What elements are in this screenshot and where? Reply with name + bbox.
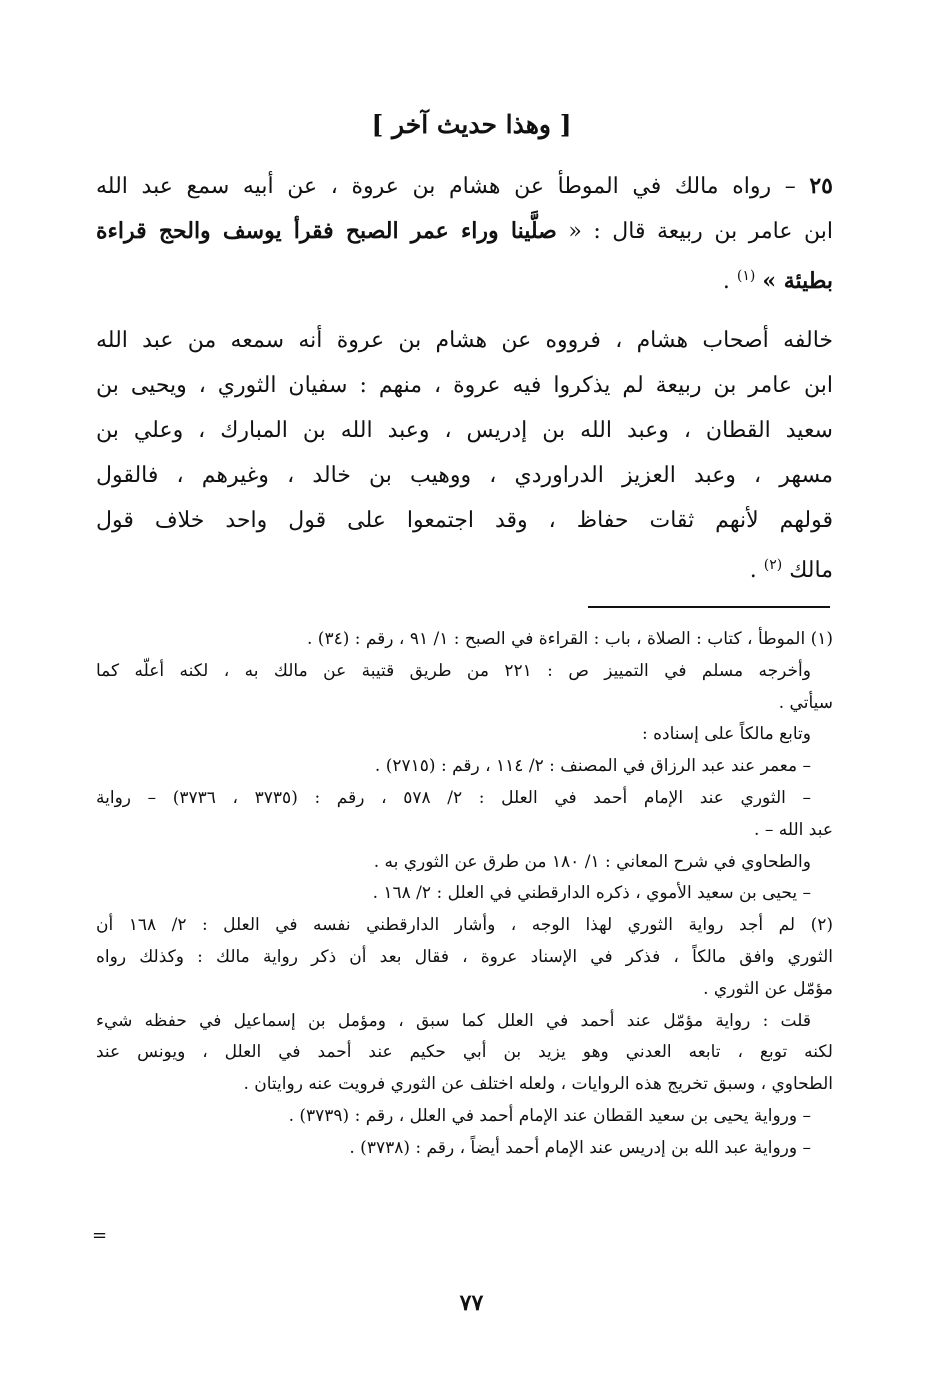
paragraph-line (96, 164, 833, 209)
footnote-line: – ورواية يحيى بن سعيد القطان عند الإمام أحمد في العلل ، رقم : (٣٧٣٩) . (288, 1105, 811, 1126)
paragraph-line: خالفه أصحاب هشام ، فرووه عن هشام بن عروة أنه سمعه من عبد الله (96, 328, 833, 353)
footnote-line: لكنه توبع ، تابعه العدني وهو يزيد بن أبي حكيم عند أحمد في العلل ، ويونس عند (96, 1042, 833, 1063)
footnote-line: الثوري وافق مالكاً ، فذكر في الإسناد عروة ، فقال بعد أن ذكر رواية مالك : وكذلك رواه (96, 946, 833, 967)
hadith-text: صلَّينا وراء عمر الصبح فقرأ يوسف والحج قراءة (96, 218, 557, 244)
footnote-line: والطحاوي في شرح المعاني : ١/ ١٨٠ من طرق عن الثوري به . (373, 851, 811, 872)
footnote-line: وأخرجه مسلم في التمييز ص : ٢٢١ من طريق قتيبة عن مالك به ، لكنه أعلّه كما (96, 660, 811, 681)
footnote-line: عبد الله – . (754, 819, 833, 840)
footnote-line: مؤمّل عن الثوري . (703, 978, 833, 999)
footnote-line: قلت : رواية مؤمّل عند أحمد في العلل كما سبق ، ومؤمل بن إسماعيل في حفظه شيء (96, 1010, 811, 1031)
paragraph-line (96, 543, 833, 593)
footnote-line: – ورواية عبد الله بن إدريس عند الإمام أحمد أيضاً ، رقم : (٣٧٣٨) . (349, 1137, 811, 1158)
footnote-separator (588, 606, 830, 608)
section-heading: [ وهذا حديث آخر ] (371, 110, 572, 139)
paragraph-line: مسهر ، وعبد العزيز الدراوردي ، ووهيب بن خالد ، وغيرهم ، فالقول (96, 463, 833, 488)
footnote-line: الطحاوي ، وسبق تخريج هذه الروايات ، ولعله اختلف عن الثوري فرويت عنه روايتان . (243, 1074, 833, 1095)
footnote-line: سيأتي . (778, 692, 833, 713)
page-number: ٧٧ (459, 1290, 484, 1316)
footnote-line: – الثوري عند الإمام أحمد في العلل : ٢/ ٥٧٨ ، رقم : (٣٧٣٥ ، ٣٧٣٦) – رواية (96, 787, 811, 808)
hadith-number: ٢٥ (809, 173, 833, 199)
paragraph-line (96, 254, 833, 304)
paragraph-line: ابن عامر بن ربيعة لم يذكروا فيه عروة ، منهم : سفيان الثوري ، ويحيى بن (96, 373, 833, 398)
paragraph-text: – رواه مالك في الموطأ عن هشام بن عروة ، عن أبيه سمع عبد الله (96, 174, 796, 199)
paragraph-text: ابن عامر بن ربيعة قال : « (556, 219, 833, 244)
commentary-paragraph (96, 318, 833, 593)
hadith-text: بطيئة » (762, 268, 833, 294)
paragraph-line: قولهم لأنهم ثقات حفاظ ، وقد اجتمعوا على قول واحد خلاف قول (96, 508, 833, 533)
paragraph-text: مالك (789, 558, 833, 583)
footnotes (96, 624, 833, 1165)
footnote-line: (٢) لم أجد رواية الثوري لهذا الوجه ، وأشار الدارقطني نفسه في العلل : ٢/ ١٦٨ أن (96, 915, 833, 936)
footnote-ref: (١) (736, 268, 756, 284)
footnote-line: – معمر عند عبد الرزاق في المصنف : ٢/ ١١٤ ، رقم : (٢٧١٥) . (374, 756, 811, 777)
hadith-paragraph (96, 164, 833, 304)
paragraph-line: سعيد القطان ، وعبد الله بن إدريس ، وعبد الله بن المبارك ، وعلي بن (96, 418, 833, 443)
paragraph-line (96, 209, 833, 254)
footnote-line: وتابع مالكاً على إسناده : (642, 724, 811, 745)
footnote-line: (١) الموطأ ، كتاب : الصلاة ، باب : القراءة في الصبح : ١/ ٩١ ، رقم : (٣٤) . (306, 629, 833, 649)
paragraph-text: . (749, 558, 764, 583)
continuation-mark: = (92, 1225, 108, 1246)
footnote-line: – يحيى بن سعيد الأموي ، ذكره الدارقطني في العلل : ٢/ ١٦٨ . (372, 883, 811, 904)
paragraph-text: . (722, 269, 737, 294)
footnote-ref: (٢) (763, 557, 783, 573)
